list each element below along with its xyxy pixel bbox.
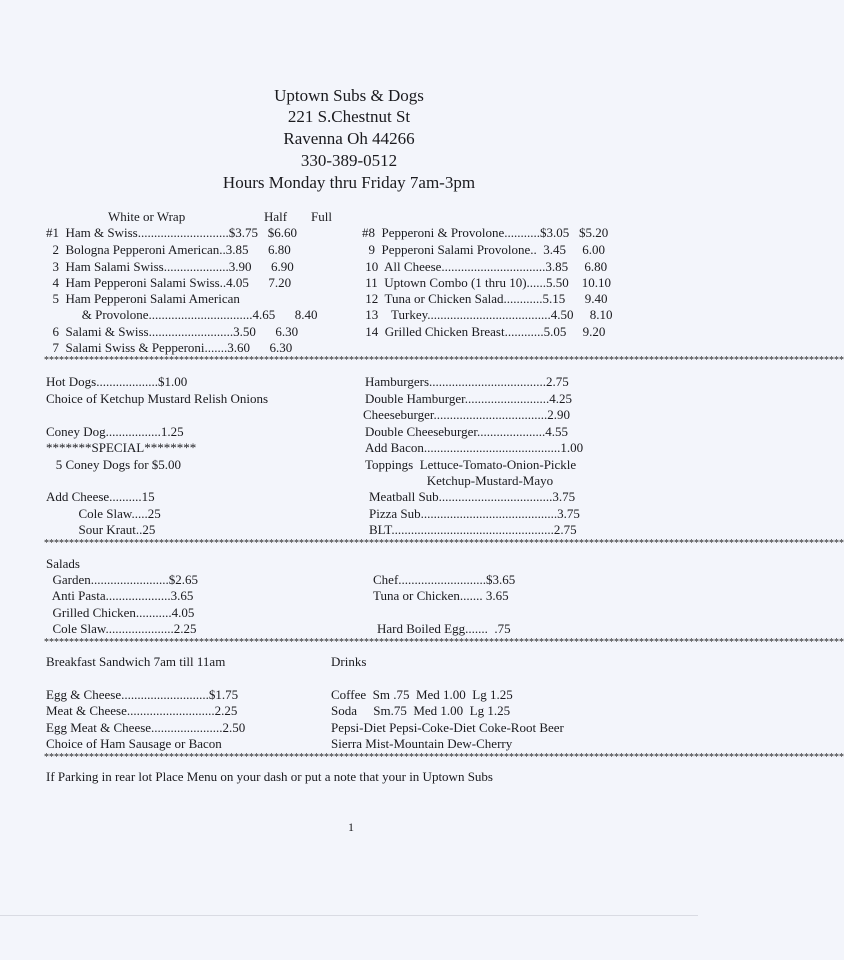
star-divider: **************************************************************************************************************************************************************** <box>44 355 844 366</box>
hours: Hours Monday thru Friday 7am-3pm <box>222 173 476 192</box>
sub-item: 11 Uptown Combo (1 thru 10)......5.50 10.10 <box>362 275 612 290</box>
sub-item: 5 Ham Pepperoni Salami American <box>46 291 240 306</box>
dogs-item: Choice of Ketchup Mustard Relish Onions <box>46 391 269 406</box>
sub-item: 12 Tuna or Chicken Salad............5.15 9.40 <box>362 291 608 306</box>
special-offer: 5 Coney Dogs for $5.00 <box>46 457 182 472</box>
breakfast-item: Choice of Ham Sausage or Bacon <box>46 736 222 751</box>
burger-item: Double Hamburger..........................4.25 <box>365 391 573 406</box>
breakfast-item: Egg Meat & Cheese......................2.50 <box>46 720 246 735</box>
salad-item: Anti Pasta....................3.65 <box>46 588 194 603</box>
phone-number: 330-389-0512 <box>300 151 398 170</box>
salad-item: Cole Slaw.....................2.25 <box>46 621 197 636</box>
dogs-item: Sour Kraut..25 <box>46 522 156 537</box>
star-divider: **************************************************************************************************************************************************************** <box>44 538 844 549</box>
parking-note: If Parking in rear lot Place Menu on your dash or put a note that your in Uptown Subs <box>46 769 493 784</box>
breakfast-item: Egg & Cheese...........................$1.75 <box>46 687 239 702</box>
toppings: Ketchup-Mustard-Mayo <box>365 473 554 488</box>
special-banner: *******SPECIAL******** <box>46 440 197 455</box>
subs-full-heading: Full <box>311 209 332 224</box>
salad-item: Garden........................$2.65 <box>46 572 199 587</box>
burger-item: Hamburgers....................................2.75 <box>365 374 569 389</box>
burger-item: BLT..................................................2.75 <box>369 522 577 537</box>
burger-item: Meatball Sub...................................3.75 <box>369 489 576 504</box>
burger-item: Cheeseburger...................................2.90 <box>363 407 571 422</box>
divider <box>0 915 698 916</box>
sub-item: & Provolone................................4.65 8.40 <box>46 307 318 322</box>
drinks-heading: Drinks <box>331 654 367 669</box>
drink-item: Soda Sm.75 Med 1.00 Lg 1.25 <box>331 703 511 718</box>
sub-item: 9 Pepperoni Salami Provolone.. 3.45 6.00 <box>362 242 606 257</box>
dogs-item: Cole Slaw.....25 <box>46 506 161 521</box>
salad-item: Hard Boiled Egg....... .75 <box>377 621 511 636</box>
dogs-item: Coney Dog.................1.25 <box>46 424 184 439</box>
burger-item: Add Bacon..........................................1.00 <box>365 440 584 455</box>
breakfast-item: Meat & Cheese...........................2.25 <box>46 703 238 718</box>
sub-item: 7 Salami Swiss & Pepperoni.......3.60 6.30 <box>46 340 293 355</box>
sub-item: 14 Grilled Chicken Breast............5.05 9.20 <box>362 324 606 339</box>
sub-item: 4 Ham Pepperoni Salami Swiss..4.05 7.20 <box>46 275 292 290</box>
page-number: 1 <box>348 820 354 834</box>
dogs-item: Add Cheese..........15 <box>46 489 155 504</box>
drink-item: Coffee Sm .75 Med 1.00 Lg 1.25 <box>331 687 513 702</box>
sub-item: #1 Ham & Swiss............................$3.75 $6.60 <box>46 225 297 240</box>
burger-item: Double Cheeseburger.....................4.55 <box>365 424 569 439</box>
sub-item: #8 Pepperoni & Provolone...........$3.05 $5.20 <box>362 225 609 240</box>
star-divider: **************************************************************************************************************************************************************** <box>44 752 844 763</box>
salad-item: Tuna or Chicken....... 3.65 <box>373 588 509 603</box>
drink-item: Sierra Mist-Mountain Dew-Cherry <box>331 736 513 751</box>
salads-heading: Salads <box>46 556 80 571</box>
drink-item: Pepsi-Diet Pepsi-Coke-Diet Coke-Root Beer <box>331 720 564 735</box>
star-divider: **************************************************************************************************************************************************************** <box>44 637 844 648</box>
subs-type-heading: White or Wrap <box>108 209 186 224</box>
restaurant-name: Uptown Subs & Dogs <box>274 86 424 105</box>
salad-item: Chef...........................$3.65 <box>373 572 516 587</box>
sub-item: 2 Bologna Pepperoni American..3.85 6.80 <box>46 242 291 257</box>
sub-item: 3 Ham Salami Swiss....................3.90 6.90 <box>46 259 294 274</box>
burger-item: Pizza Sub..........................................3.75 <box>369 506 580 521</box>
dogs-item: Hot Dogs...................$1.00 <box>46 374 188 389</box>
toppings: Toppings Lettuce-Tomato-Onion-Pickle <box>365 457 577 472</box>
sub-item: 13 Turkey......................................4.50 8.10 <box>362 307 613 322</box>
subs-half-heading: Half <box>264 209 288 224</box>
sub-item: 10 All Cheese................................3.85 6.80 <box>362 259 608 274</box>
city-address: Ravenna Oh 44266 <box>283 129 415 148</box>
sub-item: 6 Salami & Swiss..........................3.50 6.30 <box>46 324 299 339</box>
salad-item: Grilled Chicken...........4.05 <box>46 605 195 620</box>
breakfast-heading: Breakfast Sandwich 7am till 11am <box>46 654 226 669</box>
street-address: 221 S.Chestnut St <box>287 107 411 126</box>
